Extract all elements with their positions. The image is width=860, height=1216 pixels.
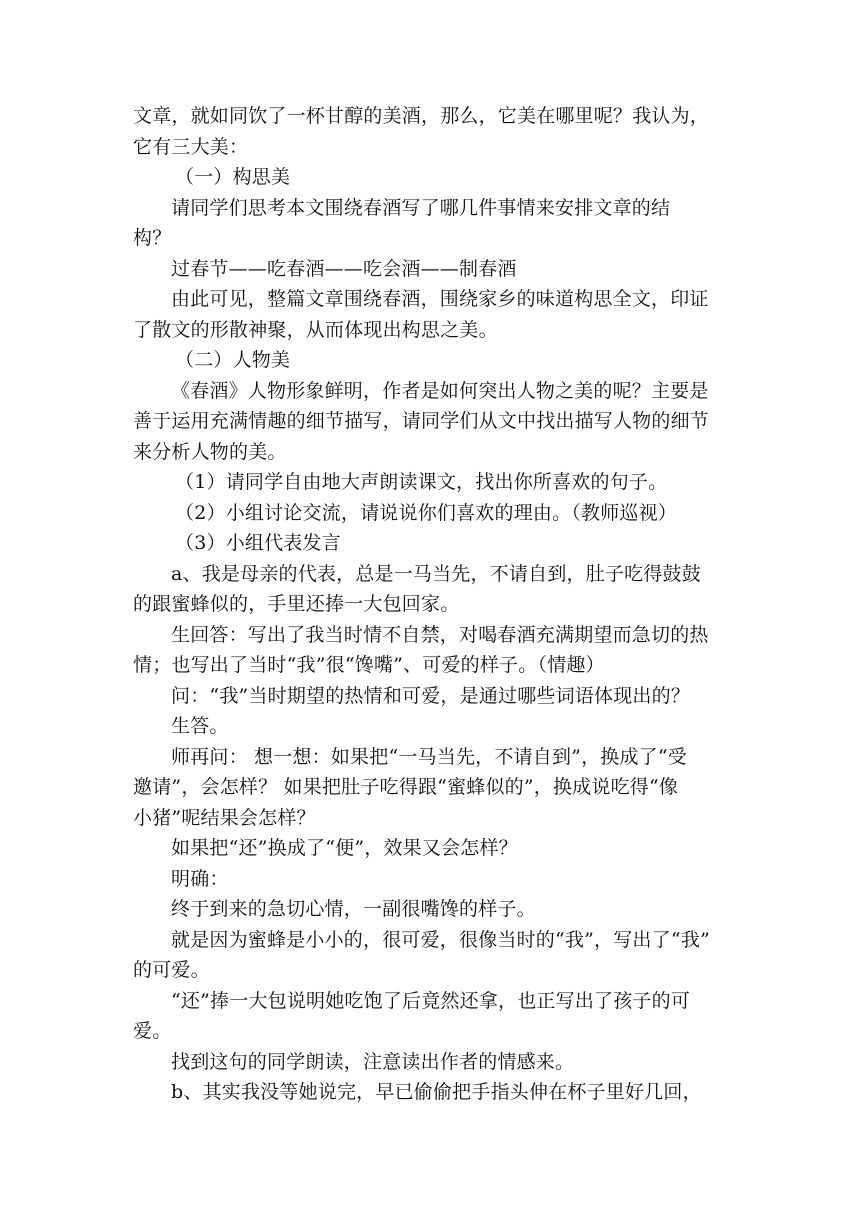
- text-line: 《春酒》人物形象鲜明，作者是如何突出人物之美的呢？主要是: [171, 379, 709, 402]
- text-line: （3）小组代表发言: [175, 532, 341, 554]
- text-line: 了散文的形散神聚，从而体现出构思之美。: [133, 318, 498, 341]
- text-line: 构？: [133, 227, 172, 249]
- text-line: （2）小组讨论交流，请说说你们喜欢的理由。（教师巡视）: [175, 501, 677, 524]
- text-line: 生回答：写出了我当时情不自禁，对喝春酒充满期望而急切的热: [171, 623, 709, 646]
- text-line: 过春节——吃春酒——吃会酒——制春酒: [171, 257, 517, 280]
- text-line: 爱。: [133, 1020, 172, 1042]
- text-line: 善于运用充满情趣的细节描写，请同学们从文中找出描写人物的细节: [133, 410, 710, 432]
- text-line: 终于到来的急切心情，一副很嘴馋的样子。: [171, 898, 536, 920]
- text-line: a、我是母亲的代表，总是一马当先，不请自到，肚子吃得鼓鼓: [171, 562, 701, 585]
- text-line: 由此可见，整篇文章围绕春酒，围绕家乡的味道构思全文，印证: [171, 288, 709, 310]
- text-line: 情；也写出了当时“我”很“馋嘴”、可爱的样子。（情趣）: [133, 654, 605, 676]
- text-line: 的跟蜜蜂似的，手里还捧一大包回家。: [133, 593, 460, 615]
- text-line: 找到这句的同学朗读，注意读出作者的情感来。: [171, 1050, 575, 1073]
- text-line: 就是因为蜜蜂是小小的，很可爱，很像当时的“我”，写出了“我”: [171, 928, 710, 951]
- text-line: 明确：: [171, 867, 229, 890]
- text-line: （二）人物美: [175, 349, 291, 371]
- text-line: b、其实我没等她说完，早已偷偷把手指头伸在杯子里好几回，: [171, 1081, 702, 1103]
- text-line: 来分析人物的美。: [133, 440, 287, 463]
- text-line: 邀请”，会怎样？ 如果把肚子吃得跟“蜜蜂似的”，换成说吃得“像: [133, 776, 679, 798]
- text-line: “还”捧一大包说明她吃饱了后竟然还拿，也正写出了孩子的可: [171, 989, 691, 1012]
- text-line: 的可爱。: [133, 959, 210, 981]
- text-line: 师再问： 想一想：如果把“一马当先，不请自到”，换成了“受: [171, 745, 687, 768]
- text-line: （1）请同学自由地大声朗读课文，找出你所喜欢的句子。: [175, 471, 668, 493]
- text-line: （一）构思美: [175, 166, 291, 188]
- body-text: [133, 101, 733, 1108]
- text-line: 它有三大美：: [133, 135, 249, 158]
- text-line: 小猪”呢结果会怎样？: [133, 806, 316, 829]
- text-line: 文章，就如同饮了一杯甘醇的美酒，那么，它美在哪里呢？我认为，: [133, 105, 710, 127]
- text-line: 请同学们思考本文围绕春酒写了哪几件事情来安排文章的结: [171, 196, 671, 219]
- text-line: 问：“我”当时期望的热情和可爱，是通过哪些词语体现出的？: [171, 684, 691, 707]
- text-line: 生答。: [171, 715, 229, 737]
- document-page: [133, 101, 733, 1108]
- text-line: 如果把“还”换成了“便”，效果又会怎样？: [171, 837, 518, 859]
